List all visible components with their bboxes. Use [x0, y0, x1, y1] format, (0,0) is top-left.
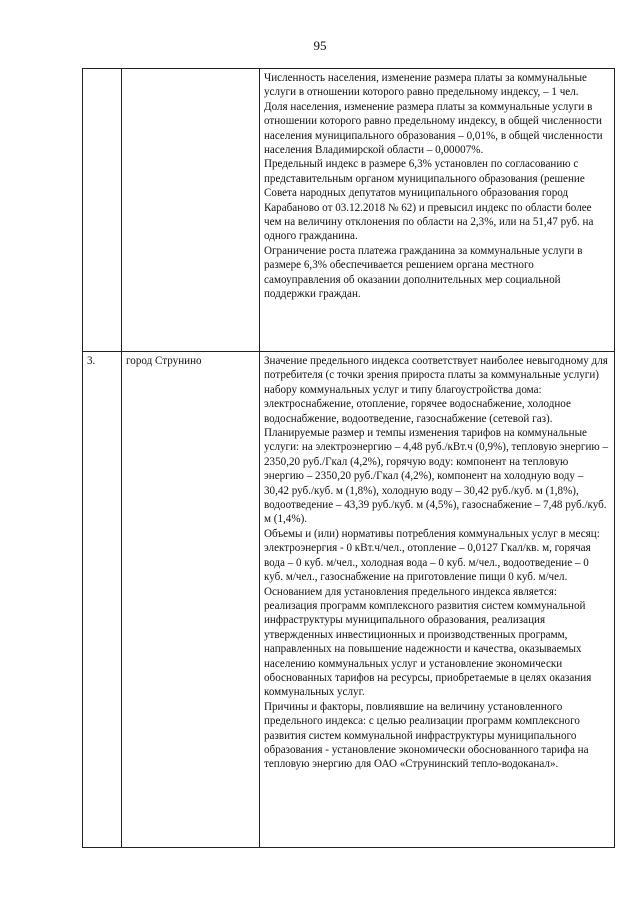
municipality-cell: город Струнино: [122, 352, 260, 848]
paragraph: Основанием для установления предельного индекса является: реализация программ комплексного развития систем коммунальной инфраструктуры муниципального образования, реализация утвержденных инвестиционных и производственных программ, направленных на повышение надежности и качества, оказываемых населению коммунальных услуг и установление экономически обоснованных тарифов на ресурсы, приобретаемые в целях оказания коммунальных услуг.: [264, 585, 592, 699]
document-table: [82, 68, 615, 848]
page-number: 95: [313, 38, 327, 53]
paragraph: Планируемые размер и темпы изменения тарифов на коммунальные услуги: на электроэнергию – 4,48 руб./кВт.ч (0,9%), тепловую энергию – 2350,20 руб./Гкал (4,2%), горячую воду: компонент на тепловую энергию – 2350,20 руб./Гкал (4,2%), компонент на холодную воду – 30,42 руб./куб. м (1,8%), холодную воду – 30,42 руб./куб. м (1,8%), водоотведение – 43,39 руб./куб. м (4,5%), газоснабжение – 7,48 руб./куб. м (1,4%).: [264, 427, 609, 526]
table-row: [83, 352, 615, 848]
row-number-cell: [83, 69, 122, 352]
table-row: [83, 69, 615, 352]
paragraph: Значение предельного индекса соответствует наиболее невыгодному для потребителя (с точки зрения прироста платы за коммунальные услуги) набору коммунальных услуг и типу благоустройства дома: электроснабжение, отопление, горячее водоснабжение, холодное водоснабжение, водоотведение, газоснабжение (сетевой газ).: [264, 355, 608, 425]
description-cell: [260, 69, 615, 352]
paragraph: Ограничение роста платежа гражданина за коммунальные услуги в размере 6,3% обеспечивается решением органа местного самоуправления об оказании дополнительных мер социальной поддержки граждан.: [264, 244, 583, 301]
paragraph: Причины и факторы, повлиявшие на величину установленного предельного индекса: с целью реализации программ комплексного развития систем коммунальной инфраструктуры муниципального образования - установление экономически обоснованного тарифа на тепловую энергию для ОАО «Струнинский тепло-водоканал».: [264, 700, 589, 771]
municipality-cell: [122, 69, 260, 352]
row-number-cell: 3.: [83, 352, 122, 848]
paragraph: Доля населения, изменение размера платы за коммунальные услуги в отношении которого равно предельному индексу, в общей численности населения муниципального образования – 0,01%, в общей численности населения Владимирской области – 0,00007%.: [264, 100, 603, 157]
description-cell: [260, 352, 615, 848]
paragraph: Численность населения, изменение размера платы за коммунальные услуги в отношении которого равно предельному индексу, – 1 чел.: [264, 72, 587, 99]
paragraph: Предельный индекс в размере 6,3% установлен по согласованию с представительным органом муниципального образования (решение Совета народных депутатов муниципального образования город Карабаново от 03.12.2018 № 62) и превысил индекс по области более чем на величину отклонения по области на 2,3%, или на 51,47 руб. на одного гражданина.: [264, 158, 594, 243]
paragraph: Объемы и (или) нормативы потребления коммунальных услуг в месяц: электроэнергия - 0 кВт.ч/чел., отопление – 0,0127 Гкал/кв. м, горячая вода – 0 куб. м/чел., холодная вода – 0 куб. м/чел., водоотведение – 0 куб. м/чел., газоснабжение на приготовление пищи 0 куб. м/чел.: [264, 527, 600, 584]
